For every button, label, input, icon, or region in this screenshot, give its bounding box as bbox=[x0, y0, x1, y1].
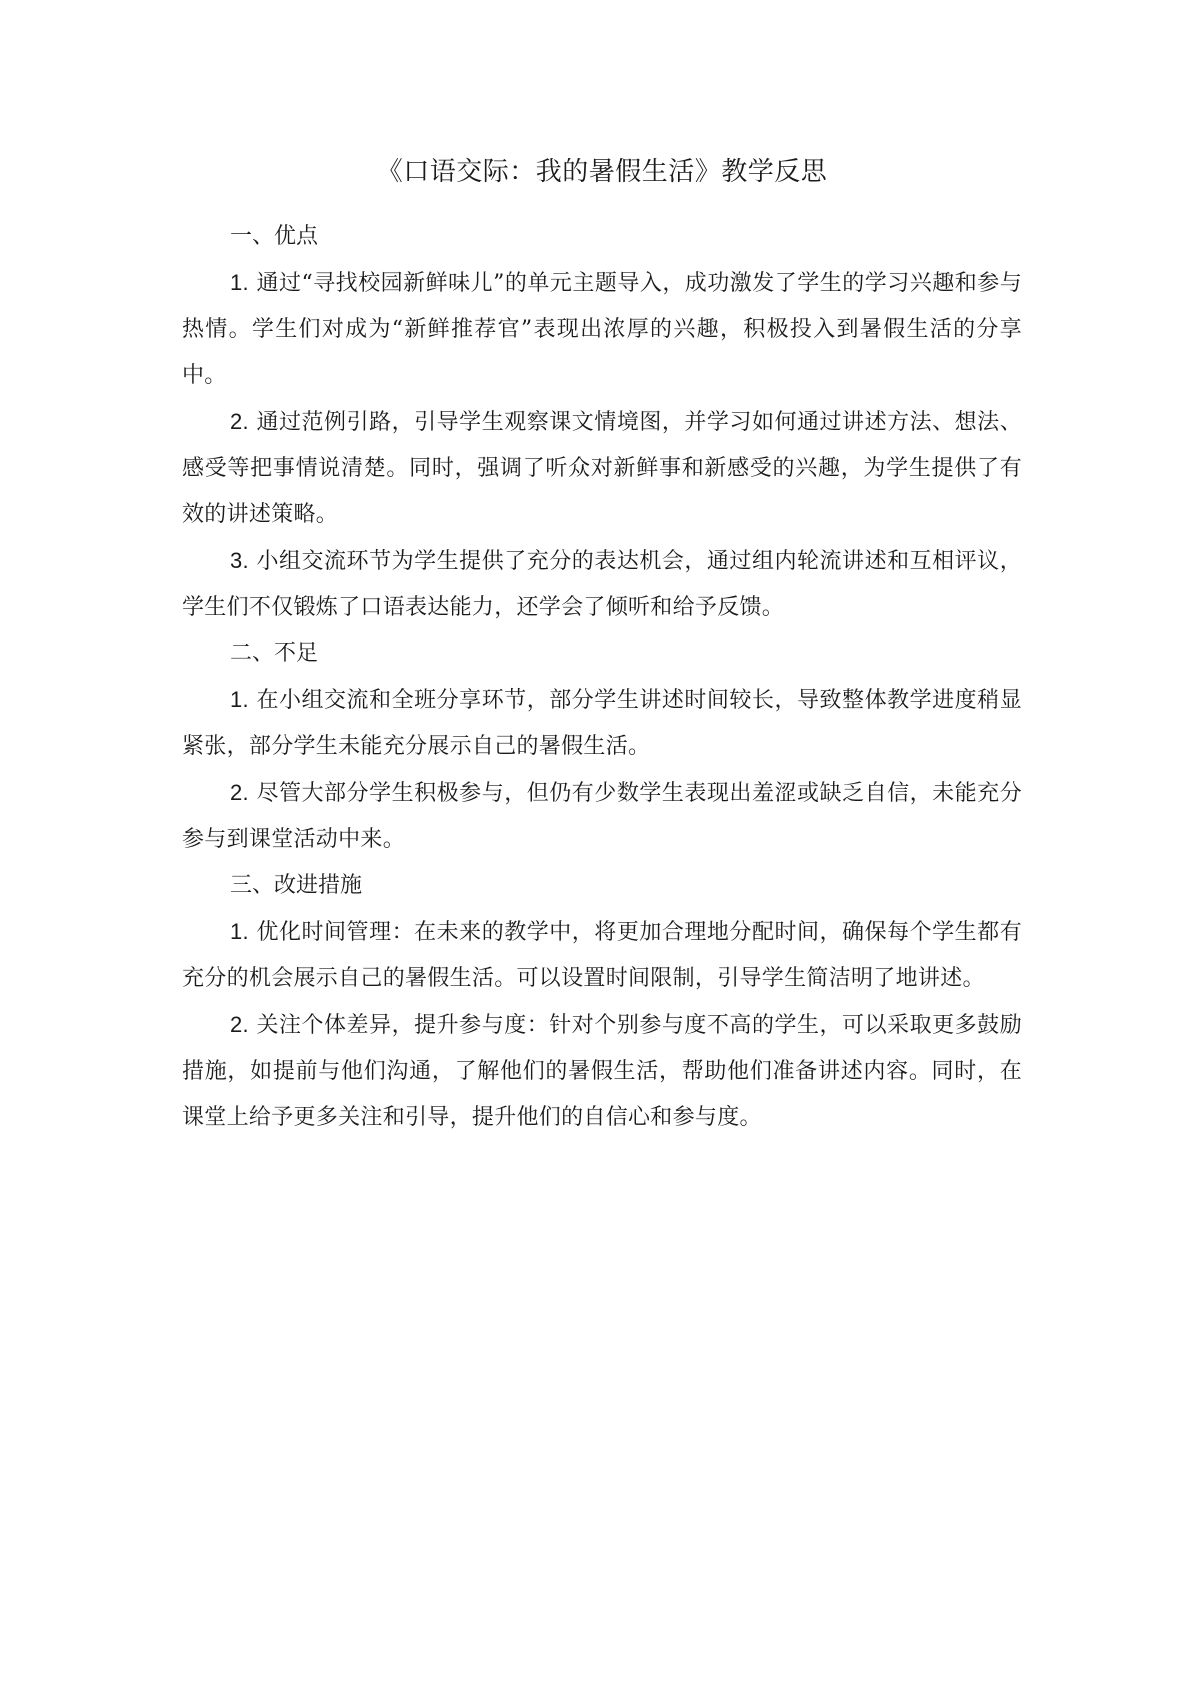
item-text: 通过“寻找校园新鲜味儿”的单元主题导入，成功激发了学生的学习兴趣和参与热情。学生们对成为“新鲜推荐官”表现出浓厚的兴趣，积极投入到暑假生活的分享中。 bbox=[182, 271, 1023, 388]
section-shortcomings bbox=[182, 631, 1022, 863]
list-item bbox=[182, 260, 1022, 399]
item-number: 1. bbox=[230, 919, 249, 944]
item-number: 2. bbox=[230, 409, 249, 434]
item-text: 关注个体差异，提升参与度：针对个别参与度不高的学生，可以采取更多鼓励措施，如提前与他们沟通，了解他们的暑假生活，帮助他们准备讲述内容。同时，在课堂上给予更多关注和引导，提升他们的自信心和参与度。 bbox=[182, 1013, 1022, 1130]
document-body bbox=[182, 150, 1022, 1141]
section-strengths bbox=[182, 214, 1022, 631]
item-text: 小组交流环节为学生提供了充分的表达机会，通过组内轮流讲述和互相评议，学生们不仅锻炼了口语表达能力，还学会了倾听和给予反馈。 bbox=[182, 549, 1022, 620]
list-item bbox=[182, 770, 1022, 863]
item-number: 1. bbox=[230, 687, 249, 712]
item-text: 尽管大部分学生积极参与，但仍有少数学生表现出羞涩或缺乏自信，未能充分参与到课堂活动中来。 bbox=[182, 781, 1022, 852]
item-text: 在小组交流和全班分享环节，部分学生讲述时间较长，导致整体教学进度稍显紧张，部分学生未能充分展示自己的暑假生活。 bbox=[182, 688, 1022, 759]
item-text: 优化时间管理：在未来的教学中，将更加合理地分配时间，确保每个学生都有充分的机会展示自己的暑假生活。可以设置时间限制，引导学生简洁明了地讲述。 bbox=[182, 920, 1022, 991]
document-title: 《口语交际：我的暑假生活》教学反思 bbox=[376, 157, 828, 187]
section-heading: 三、改进措施 bbox=[230, 873, 363, 898]
list-item bbox=[182, 909, 1022, 1002]
section-heading: 二、不足 bbox=[230, 641, 319, 666]
item-number: 3. bbox=[230, 548, 249, 573]
item-text: 通过范例引路，引导学生观察课文情境图，并学习如何通过讲述方法、想法、感受等把事情说清楚。同时，强调了听众对新鲜事和新感受的兴趣，为学生提供了有效的讲述策略。 bbox=[182, 410, 1022, 527]
section-improvements bbox=[182, 863, 1022, 1141]
item-number: 1. bbox=[230, 270, 249, 295]
list-item bbox=[182, 1002, 1022, 1141]
item-number: 2. bbox=[230, 1012, 249, 1037]
list-item bbox=[182, 677, 1022, 770]
item-number: 2. bbox=[230, 780, 249, 805]
section-heading: 一、优点 bbox=[230, 224, 319, 249]
list-item bbox=[182, 538, 1022, 631]
list-item bbox=[182, 399, 1022, 538]
